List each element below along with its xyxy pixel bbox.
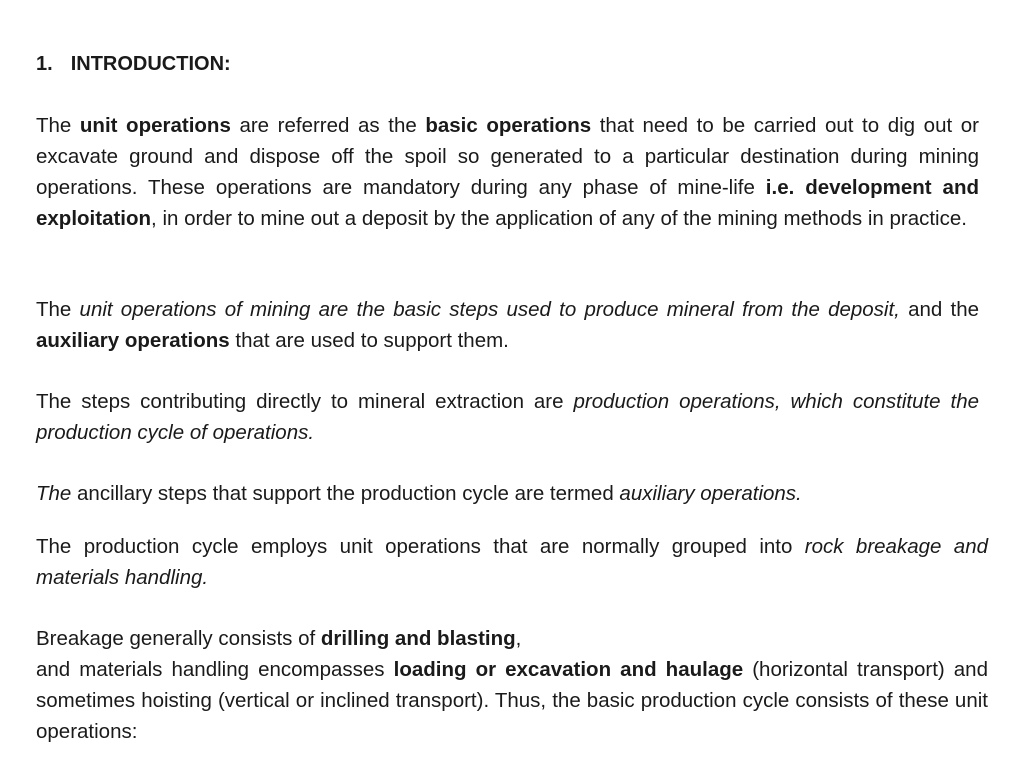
text-run: that are used to support them.: [229, 329, 509, 352]
bold-term: i.e. development and exploitation: [36, 176, 979, 230]
italic-phrase: The: [36, 482, 72, 505]
paragraph-breakage: [36, 623, 988, 654]
text-run: and materials handling encompasses: [36, 658, 394, 681]
section-heading: [36, 52, 231, 76]
text-run: that need to be carried out to dig out or excavate ground and dispose off the spoil so generated to a particular destination during mining operations. These operations are mandatory during any phase of mine-life: [36, 114, 979, 199]
section-number: 1.: [36, 53, 53, 75]
text-run: Breakage generally consists of: [36, 627, 321, 650]
text-run: and the: [899, 298, 980, 321]
italic-phrase: auxiliary operations.: [619, 482, 802, 505]
italic-phrase: rock breakage and materials handling.: [36, 535, 988, 589]
paragraph-production-cycle-groups: [36, 531, 988, 593]
bold-term: drilling and blasting: [320, 627, 516, 650]
paragraph-auxiliary-operations: [36, 478, 979, 509]
text-run: ancillary steps that support the production cycle are termed: [71, 482, 620, 505]
italic-phrase: production operations, which constitute the production cycle of operations.: [36, 390, 979, 444]
text-run: The production cycle employs unit operations that are normally grouped into: [36, 535, 805, 558]
text-run: The: [36, 114, 80, 137]
bold-term: unit operations: [79, 114, 231, 137]
bold-term: auxiliary operations: [36, 329, 230, 352]
bold-term: basic operations: [425, 114, 592, 137]
text-run: , in order to mine out a deposit by the application of any of the mining methods in practice.: [151, 207, 967, 230]
text-run: The steps contributing directly to mineral extraction are: [36, 390, 574, 413]
paragraph-unit-operations-of-mining: [36, 294, 979, 356]
paragraph-production-operations: [36, 386, 979, 448]
paragraph-unit-operations-definition: [36, 110, 979, 234]
paragraph-materials-handling: [36, 654, 988, 747]
italic-phrase: unit operations of mining are the basic steps used to produce mineral from the deposit,: [79, 298, 900, 321]
text-run: (horizontal transport) and sometimes hoisting (vertical or inclined transport). Thus, the basic production cycle consists of these unit operations:: [36, 658, 988, 743]
text-run: ,: [515, 627, 522, 650]
bold-term: loading or excavation and haulage: [393, 658, 744, 681]
section-title: INTRODUCTION:: [70, 53, 231, 75]
text-run: are referred as the: [230, 114, 426, 137]
text-run: The: [36, 298, 80, 321]
